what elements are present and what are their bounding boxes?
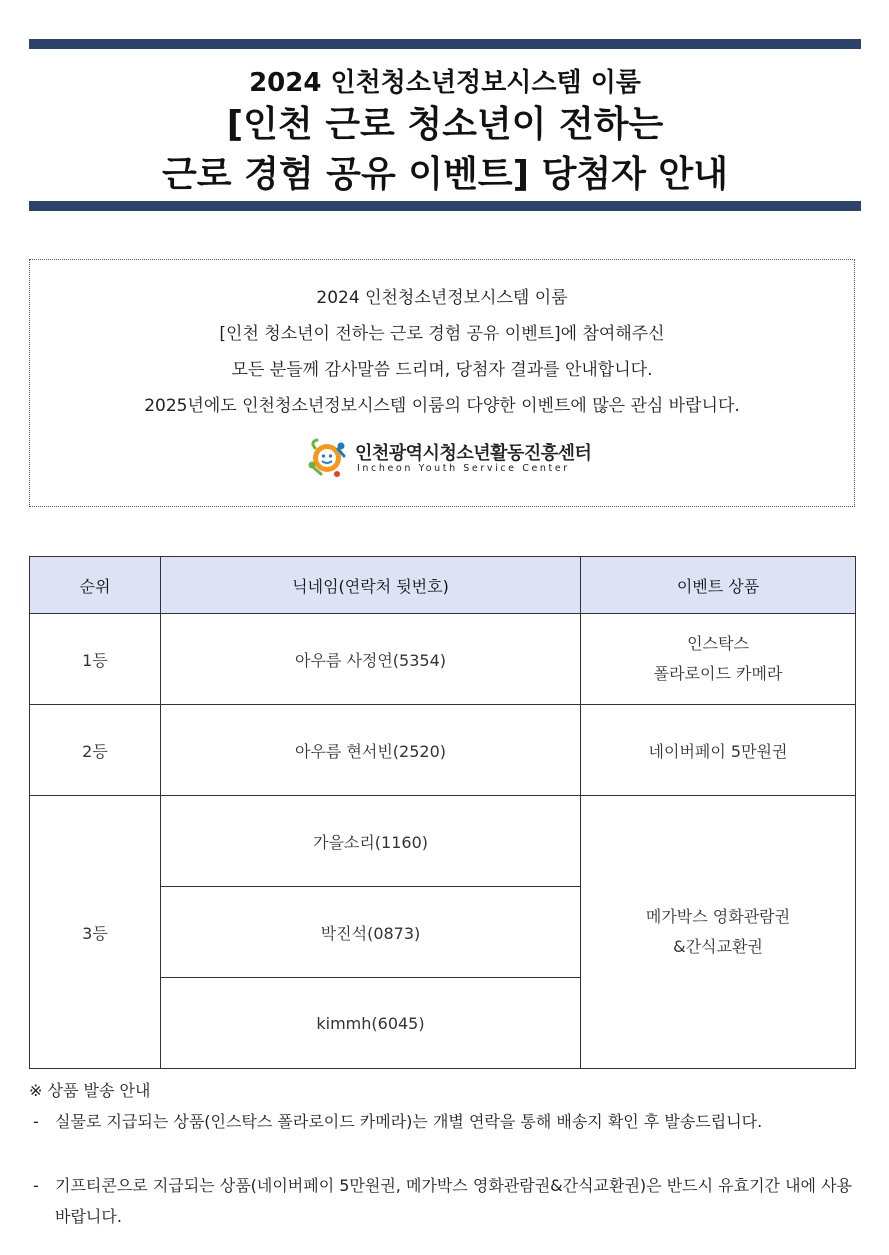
notice-lines (30, 280, 854, 424)
rank-cell: 2등 (30, 705, 161, 796)
prize-line: &간식교환권 (673, 937, 763, 956)
winners-table (29, 556, 856, 1069)
logo-mark-icon (305, 436, 349, 480)
prize-line: 인스탁스 (687, 634, 749, 653)
table-row (30, 614, 856, 705)
prize-cell (581, 796, 856, 1069)
notice-line: 2024 인천청소년정보시스템 이룸 (316, 288, 568, 308)
winner-cell: 아우름 사정연(5354) (161, 614, 581, 705)
header-prize: 이벤트 상품 (581, 557, 856, 614)
logo-name: 인천광역시청소년활동진흥센터 (355, 443, 592, 464)
title-line-2: [인천 근로 청소년이 전하는 (226, 104, 664, 145)
note-text: 실물로 지급되는 상품(인스탁스 폴라로이드 카메라)는 개별 연락을 통해 배송지 확인 후 발송드립니다. (55, 1112, 763, 1131)
notes-heading: ※ 상품 발송 안내 (29, 1081, 151, 1100)
winner-cell: 박진석(0873) (161, 887, 581, 978)
winner-cell: 가을소리(1160) (161, 796, 581, 887)
title-line-1: 2024 인천청소년정보시스템 이룸 (249, 68, 641, 98)
table-row (30, 705, 856, 796)
header-rank: 순위 (30, 557, 161, 614)
rank-cell: 3등 (30, 796, 161, 1069)
title-line-3: 근로 경험 공유 이벤트] 당첨자 안내 (162, 154, 728, 195)
prize-cell: 네이버페이 5만원권 (581, 705, 856, 796)
rank-cell: 1등 (30, 614, 161, 705)
prize-line: 폴라로이드 카메라 (653, 664, 783, 683)
winner-cell: kimmh(6045) (161, 978, 581, 1069)
notice-line: 2025년에도 인천청소년정보시스템 이룸의 다양한 이벤트에 많은 관심 바랍니다. (144, 396, 740, 416)
notice-line: 모든 분들께 감사말씀 드리며, 당첨자 결과를 안내합니다. (231, 360, 653, 380)
bottom-title-bar (29, 201, 861, 211)
note-text: 기프티콘으로 지급되는 상품(네이버페이 5만원권, 메가박스 영화관람권&간식교환권)은 반드시 유효기간 내에 사용 바랍니다. (55, 1176, 852, 1226)
top-title-bar (29, 39, 861, 49)
prize-cell (581, 614, 856, 705)
winner-cell: 아우름 현서빈(2520) (161, 705, 581, 796)
organization-logo (305, 436, 595, 480)
notice-line: [인천 청소년이 전하는 근로 경험 공유 이벤트]에 참여해주신 (219, 324, 665, 344)
note-dash: - (33, 1176, 39, 1195)
note-dash: - (33, 1112, 39, 1131)
prize-line: 메가박스 영화관람권 (645, 907, 791, 926)
logo-subtitle: Incheon Youth Service Center (357, 463, 570, 474)
header-nickname: 닉네임(연락처 뒷번호) (161, 557, 581, 614)
table-header-row (30, 557, 856, 614)
notice-box (29, 259, 855, 507)
table-row (30, 796, 856, 887)
